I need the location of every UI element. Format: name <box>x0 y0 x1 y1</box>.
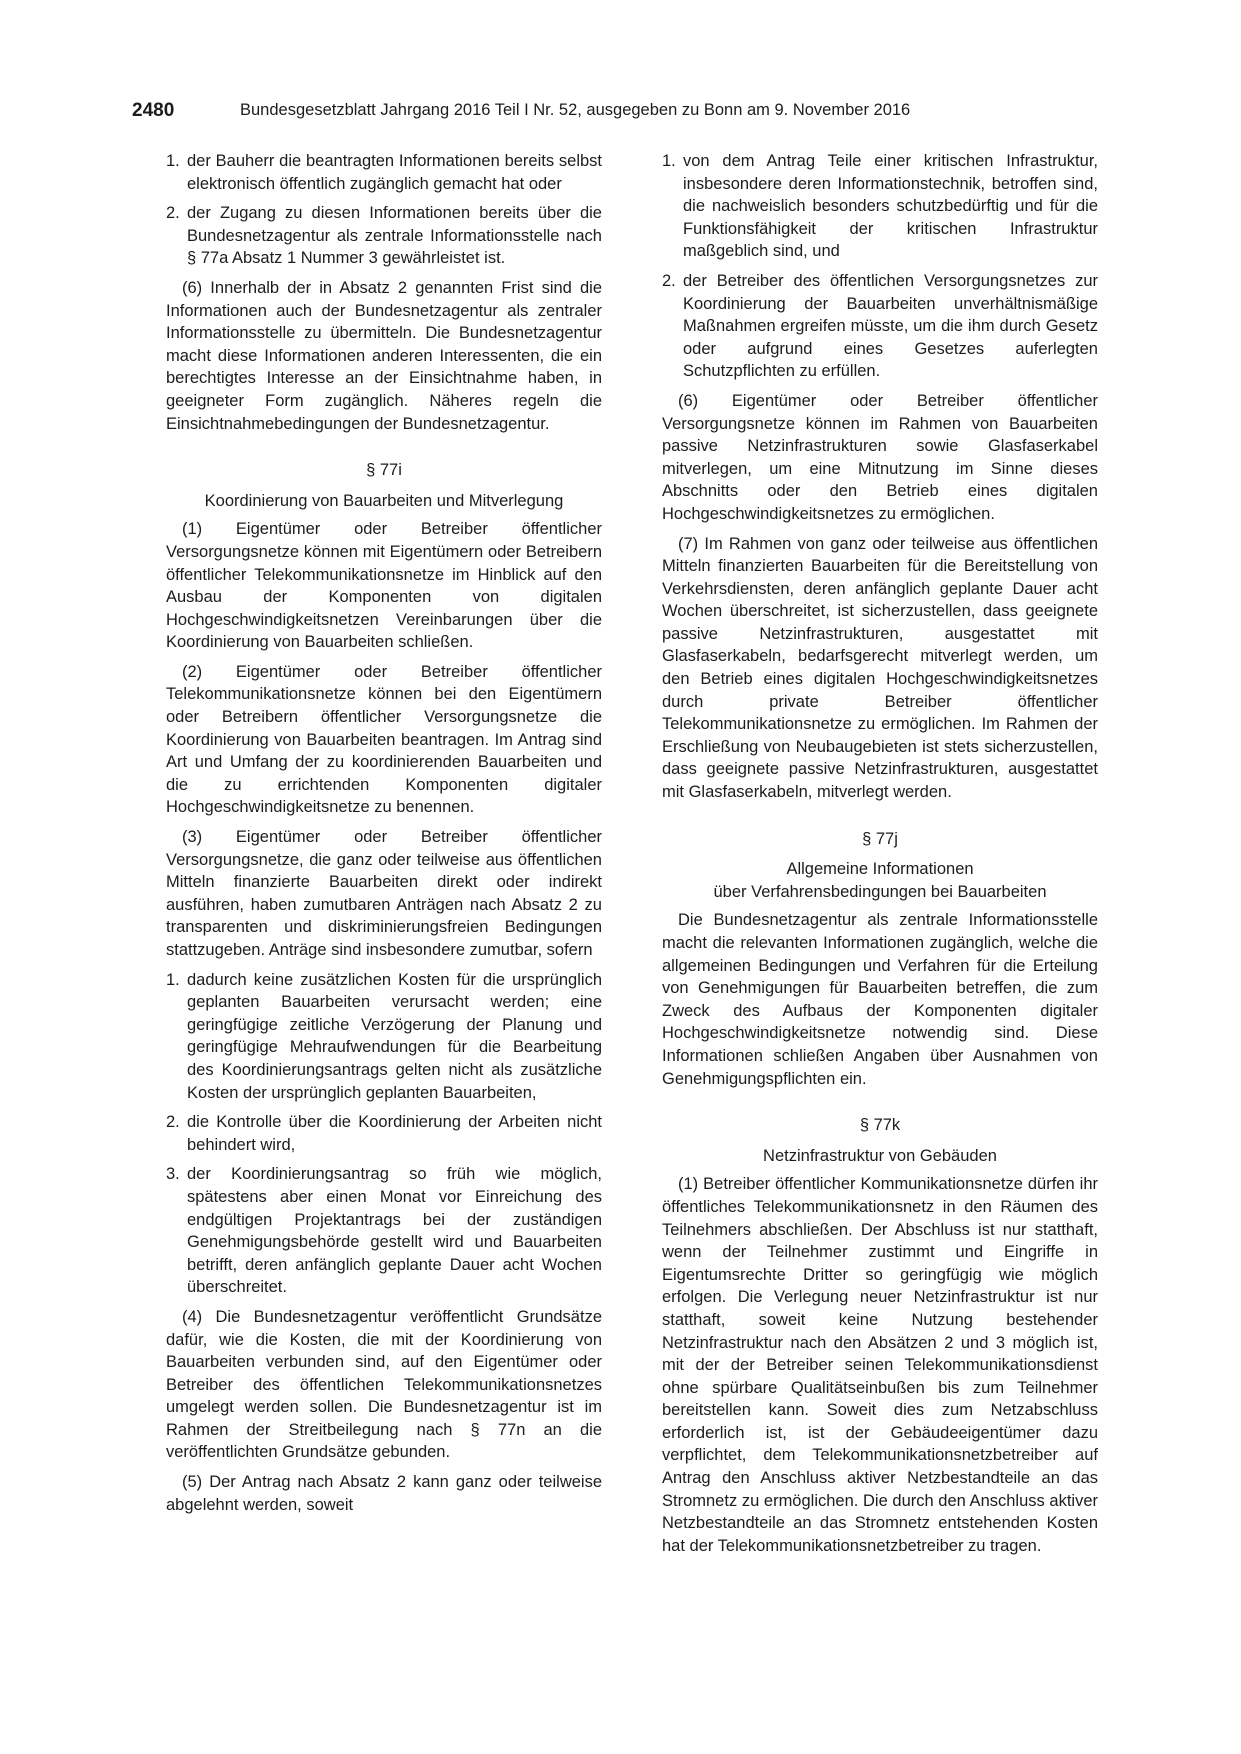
list-item <box>166 150 602 195</box>
list-item-text: die Kontrolle über die Koordinierung der Arbeiten nicht behindert wird, <box>187 1113 602 1154</box>
paragraph: (1) Betreiber öffentlicher Kommunikationsnetze dürfen ihr öffentliches Telekommunikationsnetz in den Räumen des Teilnehmers abschließen. Der Abschluss ist nur statthaft, wenn der Teilnehmer zustimmt und Eingriffe in Eigentumsrechte Dritter so geringfügig wie möglich erfolgen. Die Verlegung neuer Netzinfrastruktur ist nur statthaft, soweit keine Nutzung bestehender Netzinfrastruktur nach den Absätzen 2 und 3 möglich ist, mit der der Betreiber seinen Telekommunikationsdienst ohne spürbare Qualitätseinbußen bis zum Teilnehmer bereitstellen kann. Soweit dies zum Netzabschluss erforderlich ist, ist der Gebäudeeigentümer dazu verpflichtet, dem Telekommunikationsnetzbetreiber auf Antrag den Anschluss aktiver Netzbestandteile an das Stromnetz zu ermöglichen. Die durch den Anschluss aktiver Netzbestandteile an das Stromnetz entstehenden Kosten hat der Telekommunikationsnetzbetreiber zu tragen. <box>662 1175 1098 1555</box>
gazette-header-title: Bundesgesetzblatt Jahrgang 2016 Teil I Nr. 52, ausgegeben zu Bonn am 9. November 2016 <box>240 101 911 119</box>
paragraph: (1) Eigentümer oder Betreiber öffentlicher Versorgungsnetze können mit Eigentümern oder Betreibern öffentlicher Telekommunikationsnetze im Hinblick auf den Ausbau der Komponenten von digitalen Hochgeschwindigkeitsnetzen Vereinbarungen über die Koordinierung von Bauarbeiten schließen. <box>166 520 602 652</box>
list-item <box>166 1163 602 1299</box>
section-heading: § 77j <box>862 829 898 848</box>
list-item <box>662 270 1098 383</box>
paragraph: (5) Der Antrag nach Absatz 2 kann ganz oder teilweise abgelehnt werden, soweit <box>166 1473 602 1514</box>
list-item-number: 2. <box>662 271 676 290</box>
list-item-text: der Bauherr die beantragten Informationen bereits selbst elektronisch öffentlich zugänglich gemacht hat oder <box>187 152 602 193</box>
paragraph: (4) Die Bundesnetzagentur veröffentlicht Grundsätze dafür, wie die Kosten, die mit der Koordinierung von Bauarbeiten verbunden sind, auf den Eigentümer oder Betreiber des öffentlichen Telekommunikationsnetzes umgelegt werden sollen. Die Bundesnetzagentur ist im Rahmen der Streitbeilegung nach § 77n an die veröffentlichten Grundsätze gebunden. <box>166 1307 602 1462</box>
section-title <box>662 858 1098 903</box>
list-item-number: 1. <box>662 152 676 170</box>
list-item-text: dadurch keine zusätzlichen Kosten für die ursprünglich geplanten Bauarbeiten verursacht werden; eine geringfügige zeitliche Verzögerung der Planung und geringfügige Mehraufwendungen für die Bearbeitung des Koordinierungsantrags gelten nicht als zusätzliche Kosten der ursprünglich geplanten Bauarbeiten, <box>187 970 602 1102</box>
paragraph: Die Bundesnetzagentur als zentrale Informationsstelle macht die relevanten Informationen zugänglich, welche die allgemeinen Bedingungen und Verfahren für die Erteilung von Genehmigungen für Bauarbeiten betreffen, die zum Zweck des Aufbaus der Komponenten digitaler Hochgeschwindigkeitsnetze notwendig sind. Diese Informationen schließen Angaben über Ausnahmen von Genehmigungspflichten ein. <box>662 911 1098 1088</box>
section-title-line: Allgemeine Informationen <box>786 860 974 879</box>
list-item-text: von dem Antrag Teile einer kritischen Infrastruktur, insbesondere deren Informationstechnik, betroffen sind, die nachweislich besonders schutzbedürftig und für die Funktionsfähigkeit der kritischen Infrastruktur maßgeblich sind, und <box>683 152 1098 261</box>
list-item <box>166 202 602 270</box>
list-item-number: 1. <box>166 970 180 989</box>
right-column <box>662 150 1098 1564</box>
section-title-line: über Verfahrensbedingungen bei Bauarbeiten <box>713 882 1047 901</box>
list-item-number: 1. <box>166 152 180 170</box>
list-item <box>166 969 602 1105</box>
page-header <box>132 100 1012 124</box>
list-item-number: 3. <box>166 1165 180 1184</box>
paragraph: (6) Eigentümer oder Betreiber öffentlicher Versorgungsnetze können im Rahmen von Bauarbeiten passive Netzinfrastrukturen sowie Glasfaserkabel mitverlegen, um eine Mitnutzung im Sinne dieses Abschnitts oder den Betrieb eines digitalen Hochgeschwindigkeitsnetzes zu ermöglichen. <box>662 391 1098 523</box>
list-item-text: der Betreiber des öffentlichen Versorgungsnetzes zur Koordinierung der Bauarbeiten unverhältnismäßige Maßnahmen ergreifen müsste, um die ihm durch Gesetz oder aufgrund eines Gesetzes auferlegten Schutzpflichten zu erfüllen. <box>683 271 1098 381</box>
list-item-text: der Zugang zu diesen Informationen bereits über die Bundesnetzagentur als zentrale Informationsstelle nach § 77a Absatz 1 Nummer 3 gewährleistet ist. <box>187 204 602 268</box>
paragraph: (7) Im Rahmen von ganz oder teilweise aus öffentlichen Mitteln finanzierten Bauarbeiten für die Bereitstellung von Verkehrsdiensten, deren anfänglich geplante Dauer acht Wochen überschreitet, ist sicherzustellen, dass geeignete passive Netzinfrastrukturen, ausgestattet mit Glasfaserkabeln, bedarfsgerecht mitverlegt werden, um den Betrieb eines digitalen Hochgeschwindigkeitsnetzes durch private Betreiber öffentlicher Telekommunikationsnetze zu ermöglichen. Im Rahmen der Erschließung von Neubaugebieten ist stets sicherzustellen, dass geeignete passive Netzinfrastrukturen, ausgestattet mit Glasfaserkabeln, mitverlegt werden. <box>662 534 1098 802</box>
page-number: 2480 <box>132 100 175 121</box>
list-item-text: der Koordinierungsantrag so früh wie möglich, spätestens aber einen Monat vor Einreichung des endgültigen Projektantrags bei der zuständigen Genehmigungsbehörde gestellt wird und Bauarbeiten betrifft, deren anfänglich geplante Dauer acht Wochen überschreitet. <box>187 1165 602 1297</box>
list-item-number: 2. <box>166 1113 180 1132</box>
section-title: Koordinierung von Bauarbeiten und Mitverlegung <box>204 491 564 510</box>
section-heading: § 77i <box>366 461 402 480</box>
section-heading: § 77k <box>859 1116 901 1135</box>
left-column <box>166 150 602 1523</box>
list-item <box>166 1111 602 1156</box>
section-title: Netzinfrastruktur von Gebäuden <box>763 1146 997 1165</box>
paragraph: (3) Eigentümer oder Betreiber öffentlicher Versorgungsnetze, die ganz oder teilweise aus öffentlichen Mitteln finanzierte Bauarbeiten direkt oder indirekt ausführen, haben zumutbaren Anträgen nach Absatz 2 zu transparenten und diskriminierungsfreien Bedingungen stattzugeben. Anträge sind insbesondere zumutbar, sofern <box>166 828 602 959</box>
list-item <box>662 150 1098 263</box>
paragraph: (6) Innerhalb der in Absatz 2 genannten Frist sind die Informationen auch der Bundesnetzagentur als zentraler Informationsstelle zu übermitteln. Die Bundesnetzagentur macht diese Informationen anderen Interessenten, die ein berechtigtes Interesse an der Einsichtnahme haben, in geeigneter Form zugänglich. Näheres regeln die Einsichtnahmebedingungen der Bundesnetzagentur. <box>166 278 602 433</box>
paragraph: (2) Eigentümer oder Betreiber öffentlicher Telekommunikationsnetze können bei den Eigentümern oder Betreibern öffentlicher Versorgungsnetze die Koordinierung von Bauarbeiten beantragen. Im Antrag sind Art und Umfang der zu koordinierenden Bauarbeiten und die zu errichtenden Komponenten digitaler Hochgeschwindigkeitsnetze zu benennen. <box>166 662 602 817</box>
list-item-number: 2. <box>166 204 180 223</box>
